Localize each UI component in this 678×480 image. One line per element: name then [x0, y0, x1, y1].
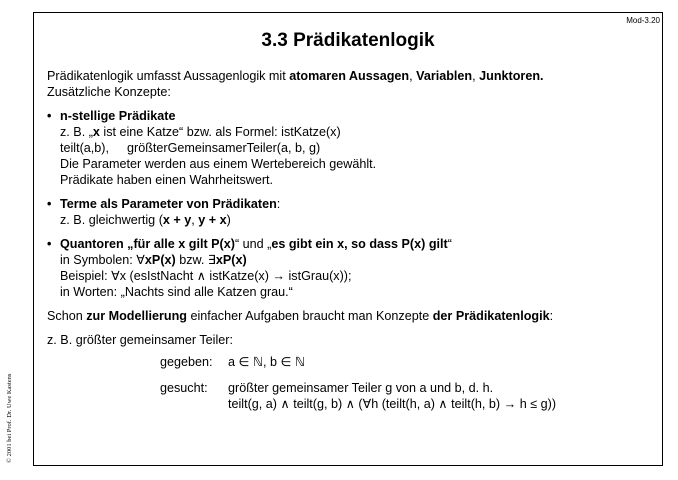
given-row — [47, 354, 657, 374]
sought-row — [47, 380, 657, 414]
sought-label: gesucht: — [160, 381, 208, 395]
terms-text-a: z. B. gleichwertig ( — [60, 213, 163, 227]
pred-teilt: teilt(a,b), — [60, 141, 109, 155]
intro-text-3: , — [472, 69, 480, 83]
terms-example-line — [60, 212, 657, 228]
quantifiers-heading-line — [60, 236, 657, 252]
given-label: gegeben: — [160, 355, 213, 369]
terms-heading-line — [60, 196, 657, 212]
modeling-paragraph — [47, 308, 657, 324]
slide-id: Mod-3.20 — [626, 16, 660, 25]
intro-bold-3: Junktoren. — [479, 69, 544, 83]
intro-text-2: , — [409, 69, 417, 83]
predicates-formula-line — [60, 140, 657, 156]
terms-x-plus-y: x + y — [162, 213, 192, 227]
list-item-predicates — [47, 108, 657, 188]
pred-var-x: x — [92, 125, 100, 139]
intro-bold-2: Variablen — [416, 69, 473, 83]
terms-colon: : — [276, 197, 281, 211]
terms-comma: , — [191, 213, 199, 227]
quant-sym-forall: xP(x) — [144, 253, 176, 267]
example-intro: z. B. größter gemeinsamer Teiler: — [47, 333, 233, 347]
quant-sym-text-2: bzw. ∃ — [175, 253, 216, 267]
model-text-1: Schon — [47, 309, 87, 323]
quant-exists-heading: es gibt ein x, so dass P(x) gilt — [271, 237, 448, 251]
quant-close-quote: “ — [447, 237, 452, 251]
model-text-2: einfacher Aufgaben braucht man Konzepte — [186, 309, 433, 323]
intro-paragraph — [47, 68, 657, 100]
pred-text-c: ist eine Katze“ bzw. als Formel: istKatze(x) — [99, 125, 341, 139]
slide-content — [47, 68, 657, 414]
intro-line-2: Zusätzliche Konzepte: — [47, 85, 171, 99]
intro-bold-1: atomaren Aussagen — [289, 69, 410, 83]
copyright-note: © 2001 bei Prof. Dr. Uwe Kastens — [6, 373, 13, 463]
model-bold-1: zur Modellierung — [86, 309, 187, 323]
sought-line-2: teilt(g, a) ∧ teilt(g, b) ∧ (∀h (teilt(h, a) ∧ teilt(h, b) → h ≤ g)) — [228, 397, 557, 411]
intro-text-1: Prädikatenlogik umfasst Aussagenlogik mit — [47, 69, 290, 83]
sought-value — [228, 380, 556, 412]
predicates-truth-line: Prädikate haben einen Wahrheitswert. — [60, 173, 274, 187]
predicates-domain-line: Die Parameter werden aus einem Wertebereich gewählt. — [60, 157, 377, 171]
predicates-heading: • n-stellige Prädikate — [60, 109, 176, 123]
terms-heading: Terme als Parameter von Prädikaten — [60, 197, 277, 211]
list-item-quantifiers — [47, 236, 657, 300]
pred-text-a: z. B. „ — [60, 125, 93, 139]
quantifiers-words-line: in Worten: „Nachts sind alle Katzen grau.“ — [60, 285, 293, 299]
pred-ggt: größterGemeinsamerTeiler(a, b, g) — [127, 141, 321, 155]
page-title: 3.3 Prädikatenlogik — [261, 30, 435, 51]
sought-line-1: größter gemeinsamer Teiler g von a und b, d. h. — [228, 381, 494, 395]
terms-paren: ) — [226, 213, 231, 227]
quantifiers-symbols-line — [60, 252, 657, 268]
quant-forall-heading: Quantoren „für alle x gilt P(x) — [60, 237, 235, 251]
quant-sym-text-1: in Symbolen: ∀ — [60, 253, 145, 267]
given-value: a ∈ ℕ, b ∈ ℕ — [228, 355, 306, 369]
predicates-example-line — [60, 124, 657, 140]
model-text-3: : — [549, 309, 554, 323]
quant-and: “ und „ — [234, 237, 272, 251]
model-bold-2: der Prädikatenlogik — [432, 309, 550, 323]
quant-sym-exists: xP(x) — [215, 253, 247, 267]
terms-y-plus-x: y + x — [198, 213, 227, 227]
quantifiers-example-line: Beispiel: ∀x (esIstNacht ∧ istKatze(x) → istGrau(x)); — [60, 269, 352, 283]
concept-list — [47, 108, 657, 300]
list-item-terms — [47, 196, 657, 228]
